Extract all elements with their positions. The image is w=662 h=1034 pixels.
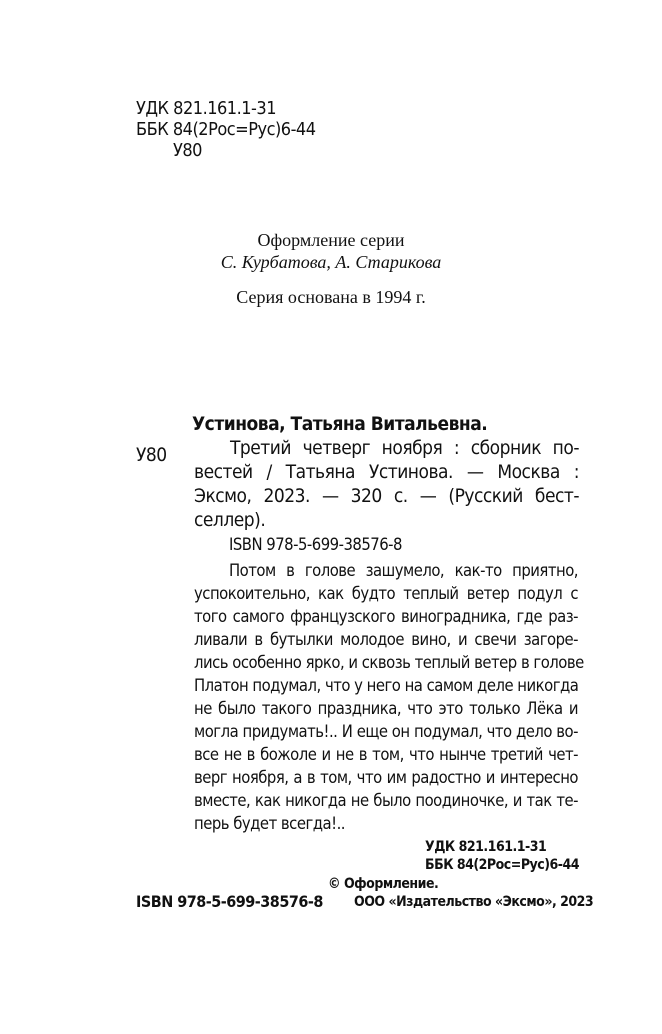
annotation-line: все не в божоле и не в том, что нынче третий чет-: [194, 745, 578, 764]
description-line: Третий четверг ноября : сборник по-: [230, 437, 579, 459]
series-designers: С. Курбатова, А. Старикова: [220, 252, 442, 272]
annotation-line: могла придумать!.. И еще он подумал, что дело во-: [194, 722, 578, 741]
description-line: селлер).: [194, 509, 266, 531]
annotation-line: перь будет всегда!..: [194, 814, 346, 833]
annotation-line: успокоительно, как будто теплый ветер подул с: [194, 584, 578, 603]
description-line: Эксмо, 2023. — 320 с. — (Русский бест-: [194, 485, 579, 507]
annotation-line: лись особенно ярко, и сквозь теплый ветер в голове: [194, 653, 584, 672]
series-founded: Серия основана в 1994 г.: [236, 287, 426, 307]
annotation-line: верг ноября, а в том, что им радостно и интересно: [194, 768, 578, 787]
annotation-line: не было такого праздника, что это только Лёка и: [194, 699, 578, 718]
record-udk-code: УДК 821.161.1-31: [425, 839, 547, 855]
annotation-line: Платон подумал, что у него на самом деле никогда: [194, 676, 579, 695]
bbk-code: ББК 84(2Рос=Рус)6-44: [136, 119, 316, 140]
record-isbn: ISBN 978-5-699-38576-8: [229, 535, 402, 554]
copyright-design: © Оформление.: [328, 876, 439, 892]
annotation-line: вместе, как никогда не было поодиночке, и так те-: [194, 791, 578, 810]
description-line: вестей / Татьяна Устинова. — Москва :: [194, 461, 579, 483]
record-author: Устинова, Татьяна Витальевна.: [192, 413, 488, 435]
publisher-copyright: ООО «Издательство «Эксмо», 2023: [354, 894, 594, 910]
annotation-line: Потом в голове зашумело, как-то приятно,: [229, 561, 578, 580]
record-author-mark: У80: [136, 444, 167, 466]
author-mark: У80: [173, 140, 202, 161]
footer-isbn: ISBN 978-5-699-38576-8: [136, 892, 323, 911]
udk-code: УДК 821.161.1-31: [136, 98, 276, 119]
annotation-line: того самого французского виноградника, где раз-: [194, 607, 578, 626]
record-bbk-code: ББК 84(2Рос=Рус)6-44: [425, 857, 580, 873]
annotation-line: ливали в бутылки молодое вино, и свечи загоре-: [194, 630, 578, 649]
series-design-label: Оформление серии: [257, 230, 405, 250]
